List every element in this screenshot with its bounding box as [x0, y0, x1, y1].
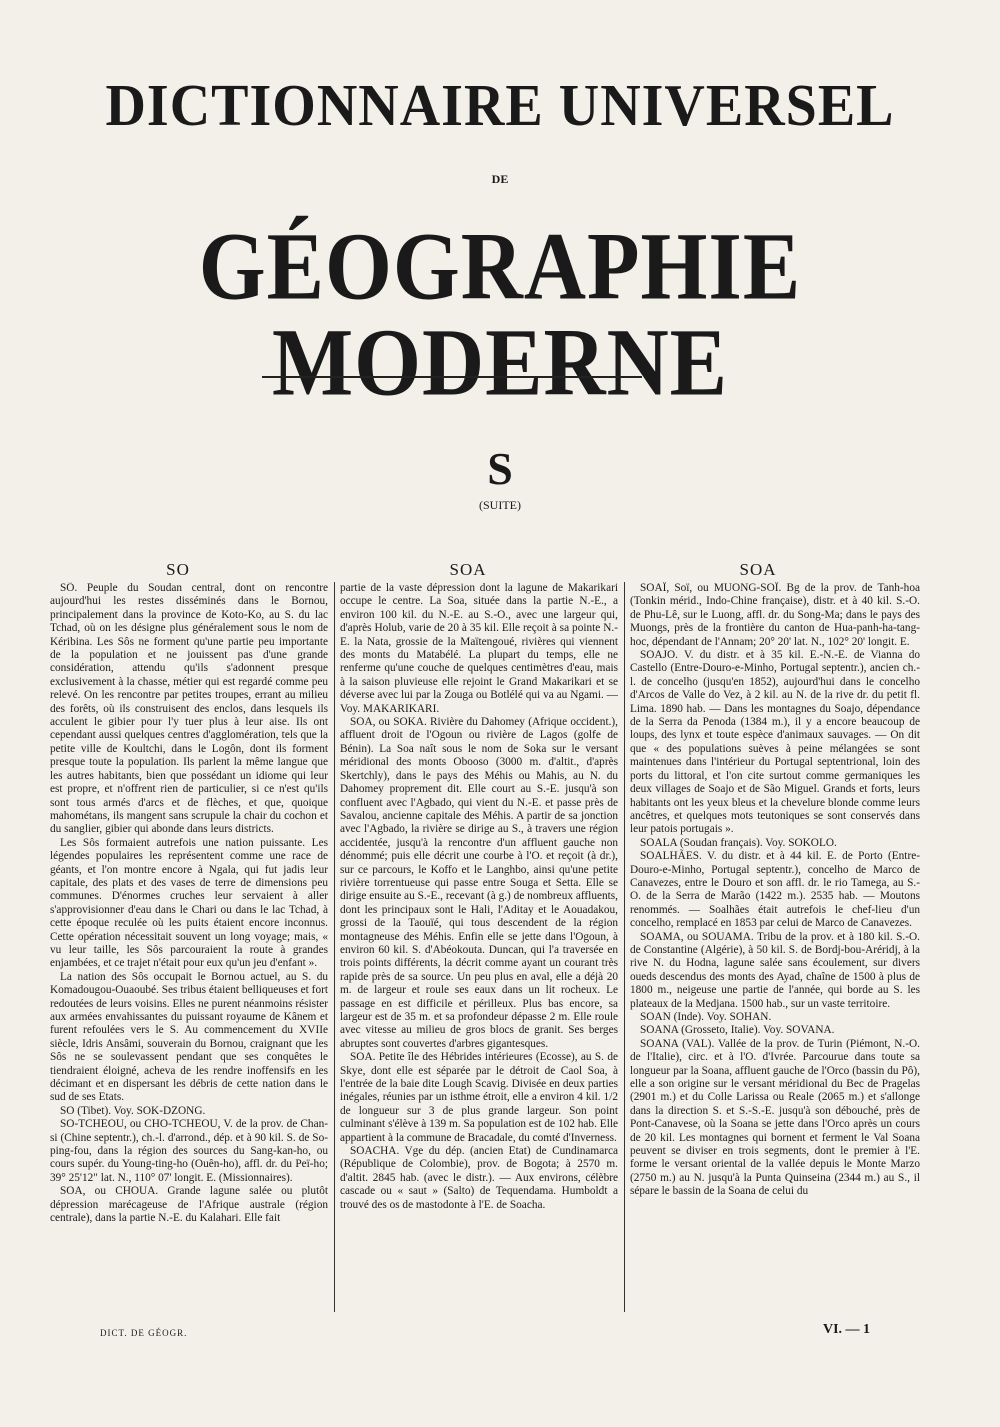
- title-connector: DE: [491, 172, 509, 186]
- entry-soa-choua: SOA, ou CHOUA. Grande lagune salée ou plutôt dépression marécageuse de l'Afrique australe (région centrale), dans la partie N.-E. du Kalahari. Elle fait: [50, 1185, 328, 1225]
- entry-soana-grosseto: SOANA (Grosseto, Italie). Voy. SOVANA.: [640, 1024, 835, 1037]
- column-1: [50, 582, 328, 1322]
- entry-soala: SOALA (Soudan français). Voy. SOKOLO.: [640, 836, 837, 849]
- entry-soama: SOAMA, ou SOUAMA. Tribu de la prov. et à 180 kil. S.-O. de Constantine (Algérie), à 50 kil. S. de Bordj-bou-Aréridj, à la rive N. du Hodna, lagune salée sans écoulement, sur divers oueds descendus des monts des Ayad, chaîne de 1500 à plus de 1800 m., neigeuse une partie de l'année, qui borde au S. les plateaux de la Medjana. 1500 hab., sur un vaste territoire.: [630, 930, 920, 1010]
- footer-volume-page: VI. — 1: [823, 1322, 871, 1337]
- entry-soai: SOAÏ, Soï, ou MUONG-SOÏ. Bg de la prov. de Tanh-hoa (Tonkin mérid., Indo-Chine française), distr. et à 40 kil. S.-O. de Phu-Lê, sur le Luong, affl. dr. du Song-Ma; dans le pays des Muongs, près de la frontière du canton de Hua-panh-ha-tang-hoc, dépendant de l'Annam; 20° 20' lat. N., 102° 20' longit. E.: [630, 582, 920, 648]
- entry-soa-continued: partie de la vaste dépression dont la lagune de Makarikari occupe le centre. La Soa, située dans la partie N.-E., a environ 100 kil. du N.-E. au S.-O., avec une largeur qui, d'après Holub, varie de 20 à 35 kil. Elle reçoit à sa pointe N.-E. la Nata, grossie de la Maïtengoué, rivières qui viennent des monts du Matabélé. La plupart du temps, elle ne renferme qu'une couche de quelques centimètres d'eau, mais à la saison pluvieuse elle rejoint le Grand Makarikari et se déverse avec lui par la Zouga ou Botlélé qui va au Ngami. — Voy. MAKARIKARI.: [340, 582, 618, 715]
- entry-so-history: Les Sôs formaient autrefois une nation puissante. Les légendes populaires les représentent comme une race de géants, et l'on montre encore à Ngala, qui fut jadis leur capitale, des plats et des vases de terre de dimensions peu communes. D'énormes cruches leur servaient à aller s'approvisionner d'eau dans le Chari ou dans le lac Tchad, à cette époque reculée où les puits étaient encore inconnus. Cette opération nécessitait souvent un long voyage; mais, « vu leur taille, les Sôs parcouraient la route à grandes enjambées, et ce trajet n'était pour eux qu'un jeu d'enfant ».: [50, 836, 328, 970]
- entry-soa-island: SOA. Petite île des Hébrides intérieures (Ecosse), au S. de Skye, dont elle est séparée par le détroit de Caol Soa, à l'entrée de la baie dite Lough Scavig. Divisée en deux parties inégales, réunies par un isthme étroit, elle a environ 4 kil. 1/2 de longueur sur 3 de plus grande largeur. Son point culminant s'élève à 139 m. Sa population est de 102 hab. Elle appartient à la commune de Bracadale, du comté d'Inverness.: [340, 1051, 618, 1144]
- column-separator-1: [334, 582, 335, 1312]
- entry-soa-soka: SOA, ou SOKA. Rivière du Dahomey (Afrique occident.), affluent droit de l'Ogoun ou rivière de Lagos (golfe de Bénin). La Soa naît sous le nom de Soka sur le versant méridional des monts Obooso (3000 m. d'altit., d'après Skertchly), dans le pays des Méhis ou Mahis, au N. du Dahomey proprement dit. Elle court au S.-E. jusqu'à son confluent avec l'Agbado, qui vient du N.-E. et passe près de Savalou, ancienne capitale des Méhis. A partir de sa jonction avec l'Agbado, la rivière se dirige au S., à travers une région accidentée, jusqu'à la rencontre d'un affluent gauche non dénommé; puis elle décrit une courbe à l'O. et reçoit (à dr.), sur ce parcours, le Koffo et le Langhbo, ainsi qu'une petite rivière torrentueuse qui passe entre Souga et Setta. Elle se dirige ensuite au S.-E., recevant (à g.) de nombreux affluents, dont les principaux sont le Hali, l'Aditay et le Aouadakou, grossi de la Taouïé, qui tous descendent de la région montagneuse des Méhis. Enfin elle se jette dans l'Ogoun, à environ 60 kil. S. d'Abéokouta. Duncan, qui l'a traversée en trois points différents, la décrit comme ayant un courant très rapide près de sa source. Un peu plus en aval, elle a déjà 20 m. de largeur et roule ses eaux dans un lit rocheux. Le passage en est difficile et périlleux. Plus bas encore, sa largeur est de 35 m. et sa profondeur dépasse 2 m. Elle roule avec vitesse au milieu de gros blocs de granit. Ses berges abruptes sont couvertes d'arbres gigantesques.: [340, 716, 618, 1050]
- title-line1: DICTIONNAIRE UNIVERSEL: [105, 73, 895, 139]
- entry-so-nation: La nation des Sôs occupait le Bornou actuel, au S. du Komadougou-Ouaoubé. Ses tribus étaient belliqueuses et fort redoutées de leurs voisins. Elles ne purent néanmoins résister aux armées envahissantes du puissant royaume de Kânem et furent refoulées vers le S. Au commencement du XVIIe siècle, Idris Ansâmi, souverain du Bornou, craignant que les Sôs ne se soulevassent pendant que ses conquêtes le tiendraient éloigné, acheva de les rendre inoffensifs en les décimant et en dispersant les débris de cette nation dans le sud de ses Etats.: [50, 970, 328, 1104]
- entry-soan: SOAN (Inde). Voy. SOHAN.: [640, 1011, 772, 1023]
- title-rule: [262, 376, 642, 378]
- column-2: [340, 582, 618, 1322]
- section-note: (SUITE): [479, 498, 521, 512]
- title-line2: GÉOGRAPHIE MODERNE: [198, 212, 802, 416]
- entry-so-tcheou: SO-TCHEOU, ou CHO-TCHEOU, V. de la prov. de Chan-si (Chine septentr.), ch.-l. d'arrond., dép. et à 90 kil. S. de So-ping-fou, dans la région des sources du Sang-kan-ho, ou cours supér. du Young-ting-ho (Ouên-ho), affl. dr. du Peï-ho; 39° 25'12" lat. N., 110° 07' longit. E. (Missionnaires).: [50, 1118, 328, 1184]
- section-letter: S: [487, 443, 513, 494]
- entry-soalhaes: SOALHÃES. V. du distr. et à 44 kil. E. de Porto (Entre-Douro-e-Minho, Portugal septentr.), concelho de Marco de Canavezes, entre le Douro et son affl. dr. le rio Tamega, au S.-O. de la Serra de Marão (1422 m.). 2535 hab. — Moutons renommés. — Soalhães était autrefois le chef-lieu d'un concelho, remplacé en 1853 par celui de Marco de Canavezes.: [630, 850, 920, 930]
- footer-signature: DICT. DE GÉOGR.: [100, 1328, 188, 1338]
- column-1-head: SO: [166, 560, 190, 579]
- entry-soana-val: SOANA (VAL). Vallée de la prov. de Turin (Piémont, N.-O. de l'Italie), circ. et à l'O. d'Ivrée. Parcourue dans toute sa longueur par la Soana, affluent gauche de l'Orco (bassin du Pô), elle a son origine sur le versant méridional du Bec de Pragelas (2901 m.) et du Colle Larissa ou Reale (2065 m.) et s'allonge dans la direction S. et S.-S.-E. jusqu'à son débouché, près de Pont-Canavese, où la Soana se jette dans l'Orco après un cours de 20 kil. Les montagnes qui bornent et ferment le Val Soana peuvent se diviser en trois segments, dont le premier à l'E. forme le versant oriental de la vallée depuis le Monte Marzo (2750 m.) au N. jusqu'à la Punta Quinseina (2344 m.) au S., il sépare le bassin de la Soana de celui du: [630, 1037, 920, 1198]
- column-3: [630, 582, 920, 1322]
- column-separator-2: [624, 582, 625, 1312]
- entry-soacha: SOACHA. Vge du dép. (ancien Etat) de Cundinamarca (République de Colombie), prov. de Bogota; à 2570 m. d'altit. 2845 hab. (avec le distr.). — Aux environs, célèbre cascade ou « saut » (Salto) de Tequendama. Humboldt a trouvé des os de mastodonte à l'E. de Soacha.: [340, 1145, 618, 1211]
- entry-soajo: SOAJO. V. du distr. et à 35 kil. E.-N.-E. de Vianna do Castello (Entre-Douro-e-Minho, Portugal septentr.), ancien ch.-l. de concelho (jusqu'en 1852), aujourd'hui dans le concelho d'Arcos de Valle do Vez, à 2 kil. au N. de la rive dr. du petit fl. Lima. 1890 hab. — Dans les montagnes du Soajo, dépendance de la Serra da Penoda (1384 m.), il y a encore beaucoup de loups, des lynx et toute espèce d'animaux sauvages. — On dit que « des populations suèves à peine mélangées se sont maintenues dans l'intérieur du Portugal septentrional, loin des ports du littoral, et l'on cite surtout comme germaniques les deux villages de Soajo et de São Miguel. Grands et forts, leurs habitants ont les yeux bleus et la chevelure blonde comme leurs ancêtres, et quelques mots teutoniques se sont conservés dans leur patois portugais ».: [630, 649, 920, 836]
- column-2-head: SOA: [449, 560, 487, 579]
- column-3-head: SOA: [739, 560, 777, 579]
- entry-so-people: SÔ. Peuple du Soudan central, dont on rencontre aujourd'hui les restes disséminés dans le Bornou, principalement dans la province de Koto-Ko, au S. du lac Tchad, où on les désigne plus généralement sous le nom de Kéribina. Les Sôs ne forment qu'une partie peu importante de la population et ne jouissent pas d'une grande considération, attendu qu'ils s'adonnent presque exclusivement à la chasse, métier qui est regardé comme peu relevé. On les rencontre par petites troupes, errant au milieu des forêts, où ils construisent des enclos, dans lesquels ils acculent le gibier pour l'y tuer plus à leur aise. Ils ont cependant aussi quelques centres d'agglomération, tels que la petite ville de Koultchi, dans le Logôn, dont ils forment presque toute la population. Ils parlent la même langue que les autres habitants, bien que possédant un idiome qui leur est propre, et n'offrent rien de particulier, si ce n'est qu'ils sont tous armés d'arcs et de flèches, et que, quoique mahométans, ils mangent sans scrupule la chair du cochon et du sanglier, gibier qui abonde dans leurs districts.: [50, 582, 328, 836]
- entry-so-tibet: SO (Tibet). Voy. SOK-DZONG.: [60, 1104, 206, 1117]
